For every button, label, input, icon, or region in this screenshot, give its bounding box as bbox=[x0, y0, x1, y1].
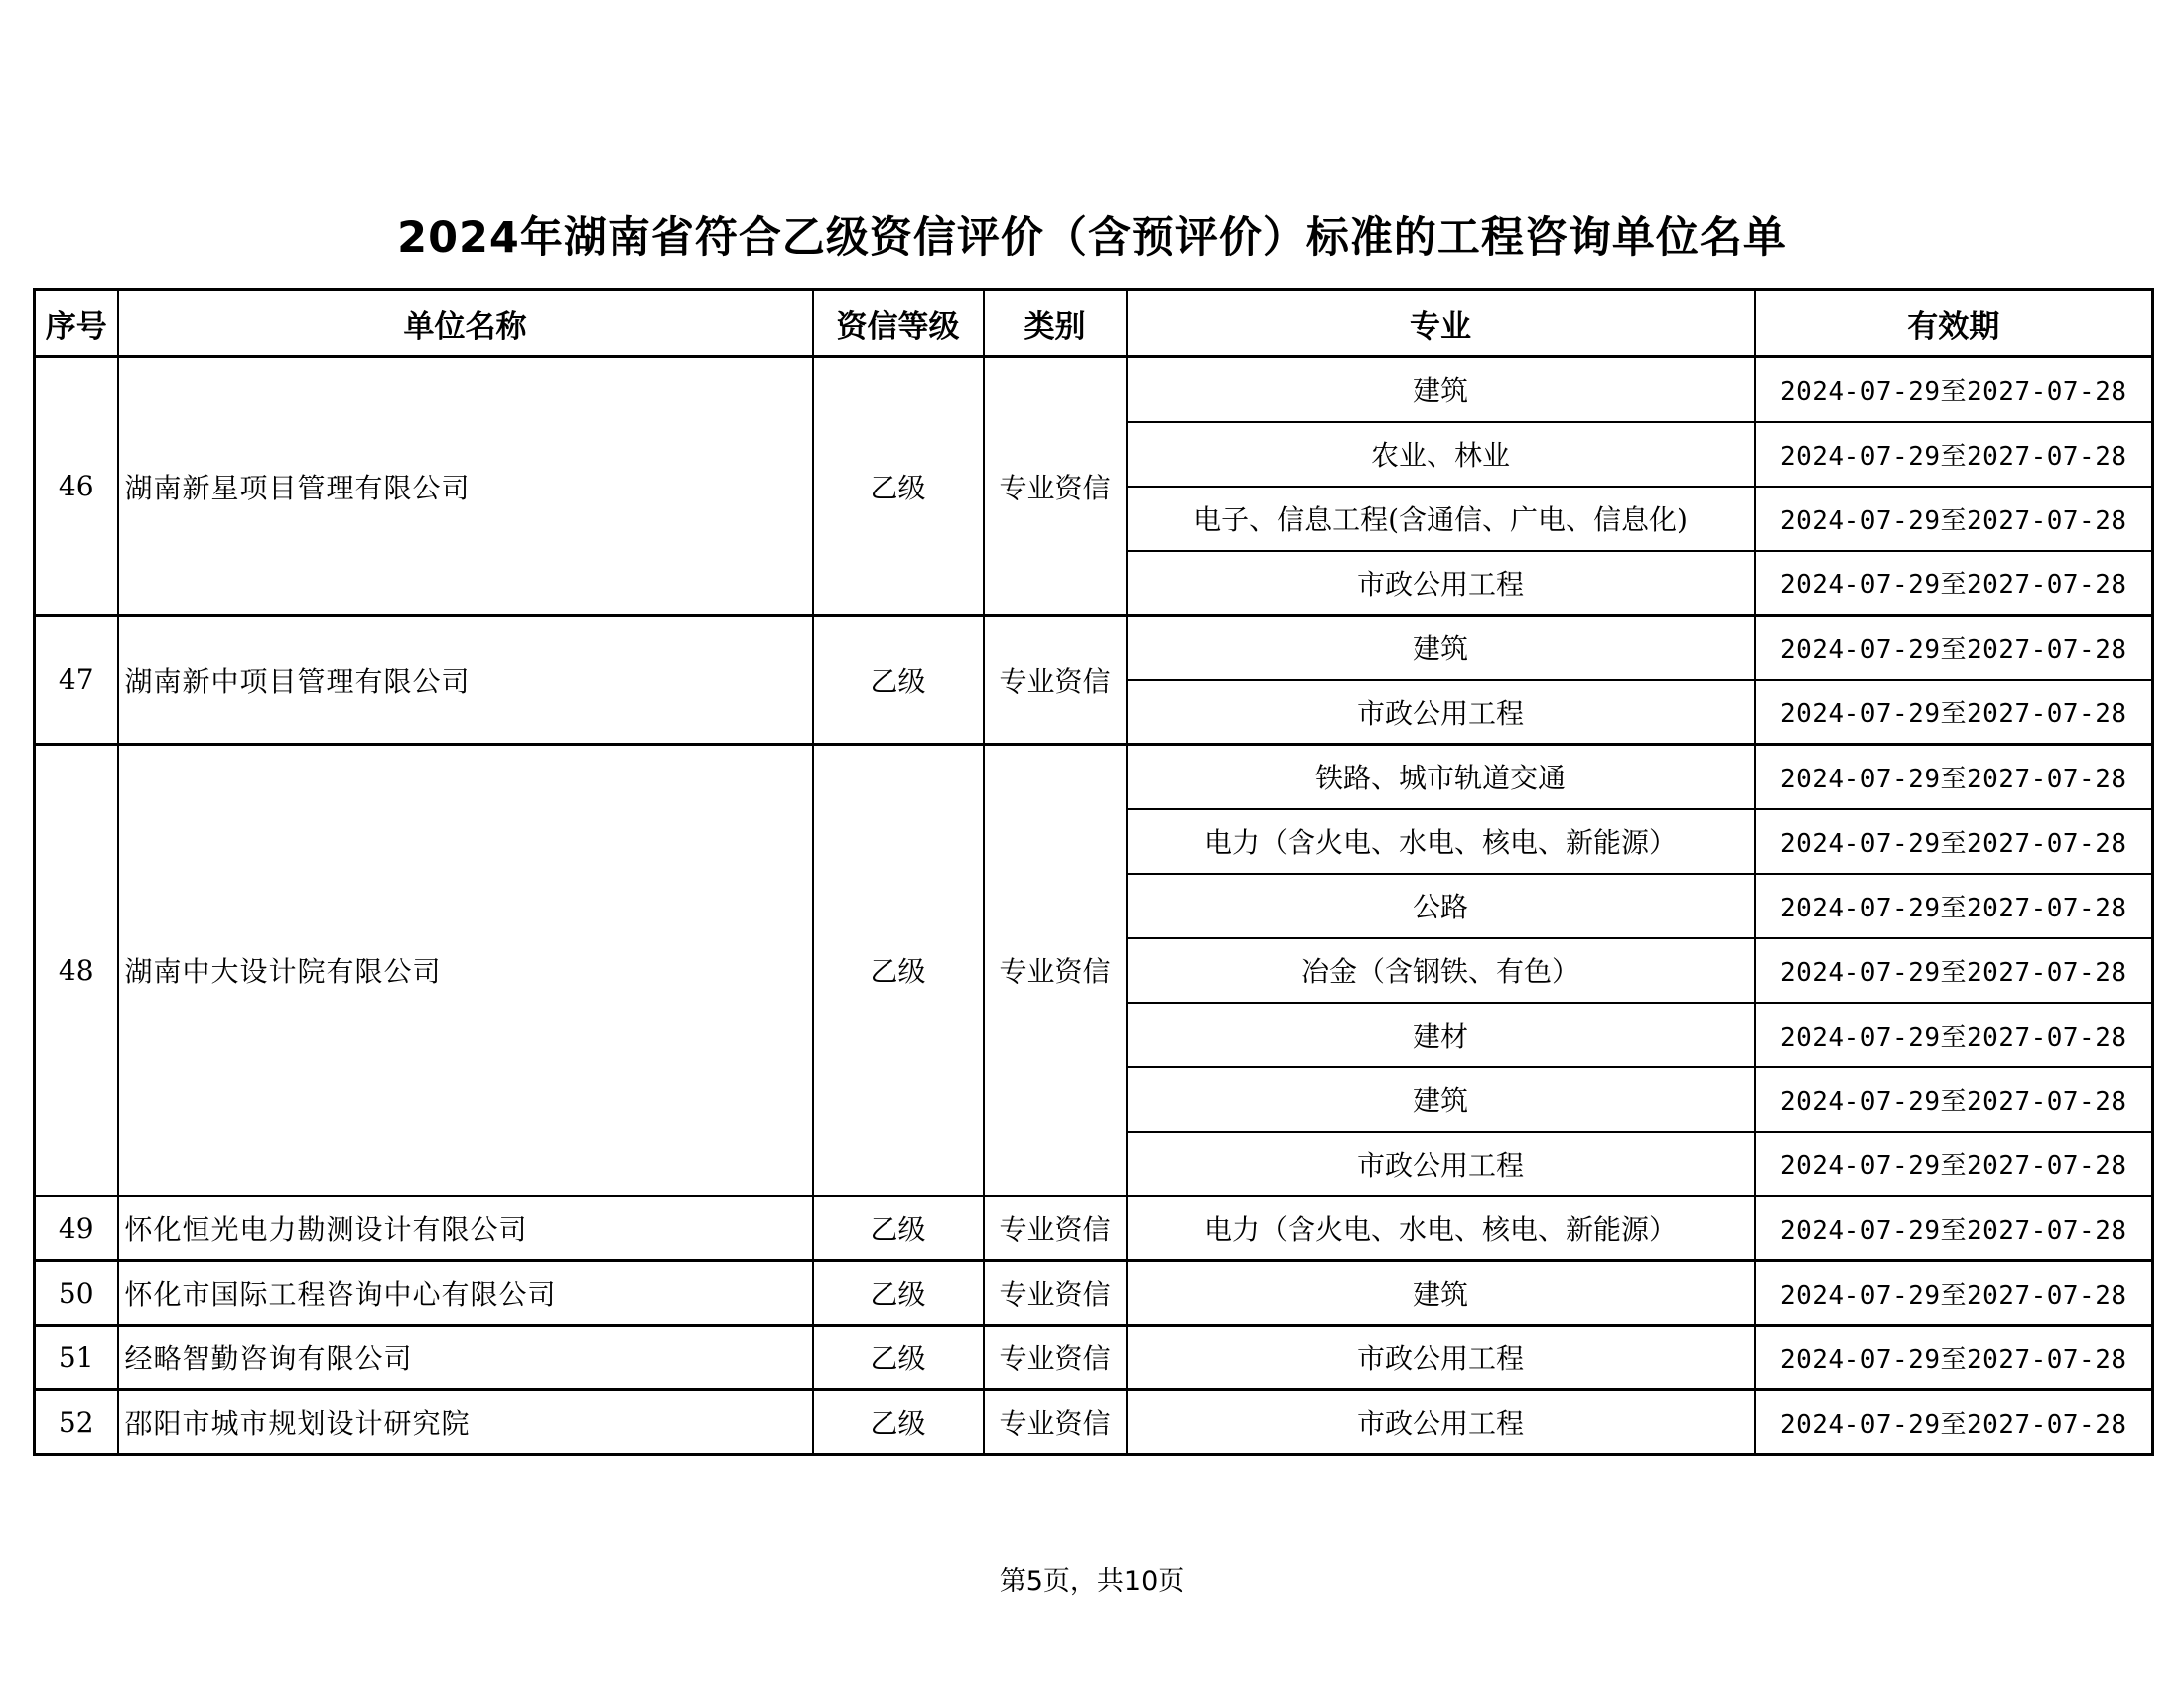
unit-seq: 48 bbox=[35, 745, 118, 1196]
unit-grade: 乙级 bbox=[813, 1261, 984, 1326]
header-category: 类别 bbox=[984, 290, 1127, 357]
unit-major: 建筑 bbox=[1127, 357, 1755, 422]
unit-major: 市政公用工程 bbox=[1127, 1132, 1755, 1196]
unit-category: 专业资信 bbox=[984, 1196, 1127, 1261]
unit-grade: 乙级 bbox=[813, 745, 984, 1196]
unit-name: 怀化恒光电力勘测设计有限公司 bbox=[118, 1196, 813, 1261]
unit-validity: 2024-07-29至2027-07-28 bbox=[1755, 1132, 2153, 1196]
table-row bbox=[35, 616, 2153, 680]
unit-validity: 2024-07-29至2027-07-28 bbox=[1755, 745, 2153, 809]
unit-category: 专业资信 bbox=[984, 357, 1127, 616]
footer-suffix: 页 bbox=[1158, 1566, 1185, 1597]
unit-validity: 2024-07-29至2027-07-28 bbox=[1755, 1003, 2153, 1067]
header-unit-name: 单位名称 bbox=[118, 290, 813, 357]
unit-grade: 乙级 bbox=[813, 1326, 984, 1390]
unit-validity: 2024-07-29至2027-07-28 bbox=[1755, 1067, 2153, 1132]
unit-validity: 2024-07-29至2027-07-28 bbox=[1755, 422, 2153, 487]
unit-name: 邵阳市城市规划设计研究院 bbox=[118, 1390, 813, 1455]
unit-category: 专业资信 bbox=[984, 616, 1127, 745]
table-header-row bbox=[35, 290, 2153, 357]
header-major: 专业 bbox=[1127, 290, 1755, 357]
unit-validity: 2024-07-29至2027-07-28 bbox=[1755, 680, 2153, 745]
unit-major: 铁路、城市轨道交通 bbox=[1127, 745, 1755, 809]
unit-validity: 2024-07-29至2027-07-28 bbox=[1755, 874, 2153, 938]
unit-major: 市政公用工程 bbox=[1127, 680, 1755, 745]
footer-prefix: 第 bbox=[999, 1566, 1026, 1597]
header-grade: 资信等级 bbox=[813, 290, 984, 357]
unit-validity: 2024-07-29至2027-07-28 bbox=[1755, 809, 2153, 874]
unit-validity: 2024-07-29至2027-07-28 bbox=[1755, 487, 2153, 551]
unit-major: 市政公用工程 bbox=[1127, 551, 1755, 616]
table-row bbox=[35, 357, 2153, 422]
unit-category: 专业资信 bbox=[984, 1390, 1127, 1455]
footer-middle: 页，共 bbox=[1042, 1566, 1124, 1597]
unit-validity: 2024-07-29至2027-07-28 bbox=[1755, 938, 2153, 1003]
unit-validity: 2024-07-29至2027-07-28 bbox=[1755, 357, 2153, 422]
unit-major: 建筑 bbox=[1127, 1067, 1755, 1132]
unit-major: 市政公用工程 bbox=[1127, 1390, 1755, 1455]
table-row bbox=[35, 1196, 2153, 1261]
unit-seq: 50 bbox=[35, 1261, 118, 1326]
page-footer bbox=[0, 1559, 2184, 1598]
table-row bbox=[35, 1261, 2153, 1326]
unit-seq: 47 bbox=[35, 616, 118, 745]
unit-validity: 2024-07-29至2027-07-28 bbox=[1755, 1326, 2153, 1390]
unit-name: 湖南中大设计院有限公司 bbox=[118, 745, 813, 1196]
unit-validity: 2024-07-29至2027-07-28 bbox=[1755, 551, 2153, 616]
unit-name: 湖南新星项目管理有限公司 bbox=[118, 357, 813, 616]
unit-major: 建材 bbox=[1127, 1003, 1755, 1067]
unit-major: 电力（含火电、水电、核电、新能源） bbox=[1127, 809, 1755, 874]
unit-major: 市政公用工程 bbox=[1127, 1326, 1755, 1390]
qualification-table bbox=[33, 288, 2154, 1456]
unit-validity: 2024-07-29至2027-07-28 bbox=[1755, 616, 2153, 680]
unit-grade: 乙级 bbox=[813, 616, 984, 745]
table-body bbox=[35, 357, 2153, 1455]
unit-validity: 2024-07-29至2027-07-28 bbox=[1755, 1390, 2153, 1455]
unit-validity: 2024-07-29至2027-07-28 bbox=[1755, 1196, 2153, 1261]
unit-grade: 乙级 bbox=[813, 1196, 984, 1261]
table-row bbox=[35, 745, 2153, 809]
unit-seq: 49 bbox=[35, 1196, 118, 1261]
unit-category: 专业资信 bbox=[984, 1326, 1127, 1390]
footer-total-pages: 10 bbox=[1123, 1566, 1159, 1597]
unit-name: 经略智勤咨询有限公司 bbox=[118, 1326, 813, 1390]
unit-major: 公路 bbox=[1127, 874, 1755, 938]
unit-major: 建筑 bbox=[1127, 616, 1755, 680]
footer-page-number: 5 bbox=[1025, 1566, 1043, 1597]
table-row bbox=[35, 1390, 2153, 1455]
unit-category: 专业资信 bbox=[984, 1261, 1127, 1326]
table-row bbox=[35, 1326, 2153, 1390]
header-validity: 有效期 bbox=[1755, 290, 2153, 357]
unit-category: 专业资信 bbox=[984, 745, 1127, 1196]
unit-validity: 2024-07-29至2027-07-28 bbox=[1755, 1261, 2153, 1326]
unit-seq: 52 bbox=[35, 1390, 118, 1455]
unit-name: 湖南新中项目管理有限公司 bbox=[118, 616, 813, 745]
unit-major: 电子、信息工程(含通信、广电、信息化) bbox=[1127, 487, 1755, 551]
unit-seq: 46 bbox=[35, 357, 118, 616]
unit-grade: 乙级 bbox=[813, 357, 984, 616]
unit-major: 农业、林业 bbox=[1127, 422, 1755, 487]
unit-major: 建筑 bbox=[1127, 1261, 1755, 1326]
unit-major: 冶金（含钢铁、有色） bbox=[1127, 938, 1755, 1003]
unit-major: 电力（含火电、水电、核电、新能源） bbox=[1127, 1196, 1755, 1261]
header-seq: 序号 bbox=[35, 290, 118, 357]
unit-seq: 51 bbox=[35, 1326, 118, 1390]
unit-name: 怀化市国际工程咨询中心有限公司 bbox=[118, 1261, 813, 1326]
page-title: 2024年湖南省符合乙级资信评价（含预评价）标准的工程咨询单位名单 bbox=[397, 213, 1787, 263]
unit-grade: 乙级 bbox=[813, 1390, 984, 1455]
